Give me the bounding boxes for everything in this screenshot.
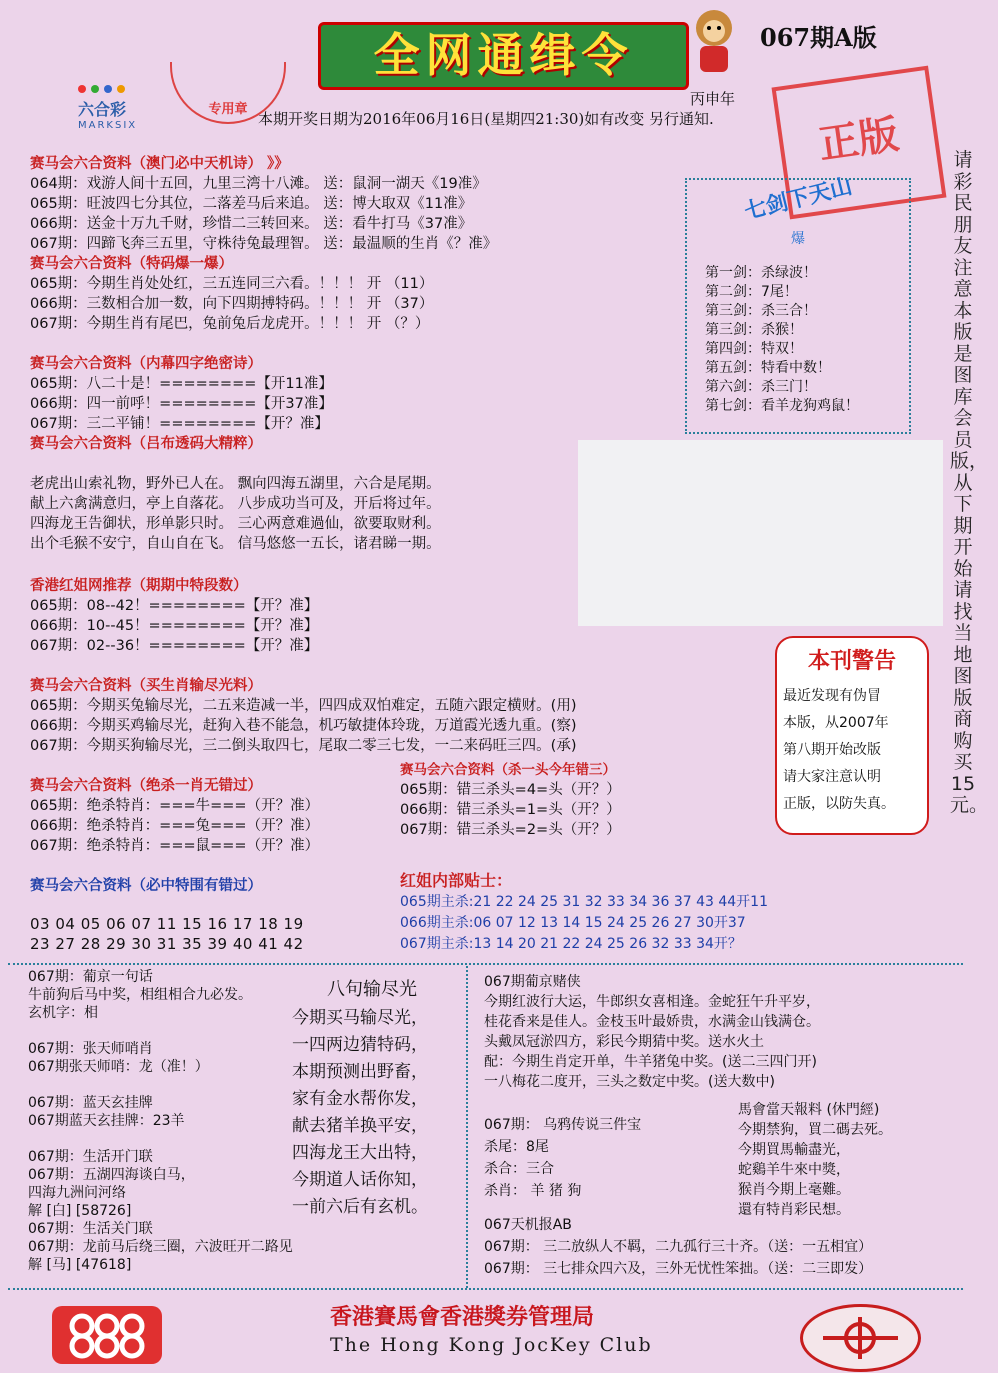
section-title: 七剑下天山 — [742, 174, 855, 225]
section-title: 067天机报AB — [484, 1217, 572, 1233]
list-item: 067期：生活开门联 — [28, 1149, 153, 1165]
list-item: 第六剑：杀三门！ — [705, 379, 817, 395]
list-item: 馬會當天報料 (休門經) — [738, 1102, 880, 1118]
warning-title: 本刊警告 — [807, 649, 896, 674]
kill-head-section — [400, 760, 700, 840]
list-item: 猴肖今期上毫難。 — [738, 1182, 850, 1198]
list-item: 067期：蓝天玄挂牌 — [28, 1095, 153, 1111]
list-item: 066期：送金十万九千财，珍惜二三转回来。 送：看牛打马《37准》 — [30, 216, 473, 232]
list-item: 杀合：三合 — [484, 1161, 554, 1177]
list-item: 067期张天师哨：龙（准！） — [28, 1059, 209, 1075]
warning-line: 正版，以防失真。 — [783, 796, 895, 812]
list-item: 066期：四一前呼！========【开37准】 — [30, 396, 333, 412]
section-title: 赛马会六合资料（吕布透码大精粹） — [30, 436, 262, 452]
issue-label: 067期A版 — [760, 23, 877, 52]
list-item: 玄机字：相 — [28, 1005, 98, 1021]
list-item: 一八梅花二度开，三头之数定中奖。(送大数中) — [484, 1074, 775, 1090]
list-item: 配：今期生肖定开单，牛羊猪兔中奖。(送二三四门开) — [484, 1054, 817, 1070]
list-item: 065期：08--42！========【开？准】 — [30, 598, 319, 614]
list-item: 067期： 三七排众四六及，三外无忧性笨拙。（送：二三即发） — [484, 1261, 873, 1277]
list-item: 蛇鷄羊牛來中獎， — [738, 1162, 850, 1178]
list-item: 067期：生活关门联 — [28, 1221, 153, 1237]
vertical-notice: 请彩民朋友注意本版是图库会员版，从下期开始请找当地图版商购买15元。 — [950, 149, 989, 816]
section-title: 赛马会六合资料（内幕四字绝密诗） — [30, 356, 262, 372]
list-item: 第三剑：杀三合！ — [705, 303, 817, 319]
hkjc-seal-icon — [800, 1304, 921, 1372]
list-item: 第三剑：杀猴！ — [705, 322, 803, 338]
section-title: 香港红姐网推荐（期期中特段数） — [30, 578, 248, 594]
list-item: 四海龙王告御状，形单影只时。 三心两意难過仙，欲要取财利。 — [30, 516, 441, 532]
page-title: 全网通缉令 — [318, 22, 689, 90]
list-item: 今期买马输尽光， — [292, 1008, 428, 1028]
hk-red-section — [30, 576, 430, 656]
list-item: 067期：葡京一句话 — [28, 969, 153, 985]
list-item: 067期：绝杀特肖：===鼠===（开？准） — [30, 838, 320, 854]
list-item: 067期蓝天玄挂牌：23羊 — [28, 1113, 185, 1129]
warning-line: 最近发现有伪冒 — [783, 688, 881, 704]
blank-panel — [578, 440, 943, 626]
list-item: 解 [白] [58726] — [28, 1203, 132, 1219]
list-item: 066期：绝杀特肖：===兔===（开？准） — [30, 818, 320, 834]
list-item: 065期主杀:21 22 24 25 31 32 33 34 36 37 43 44开11 — [400, 894, 768, 910]
macau-poem-section — [30, 154, 630, 334]
list-item: 066期主杀:06 07 12 13 14 15 24 25 26 27 30开37 — [400, 915, 746, 931]
list-item: 066期：10--45！========【开？准】 — [30, 618, 319, 634]
list-item: 第一剑：杀绿波！ — [705, 265, 817, 281]
horse-club-section — [738, 1100, 953, 1220]
list-item: 献去猪羊换平安， — [292, 1116, 428, 1136]
warning-line: 请大家注意认明 — [783, 769, 881, 785]
eight-lines-poem — [292, 975, 452, 1221]
burst-label: 爆 — [791, 231, 805, 247]
warning-line: 本版，从2007年 — [783, 715, 889, 731]
list-item: 一四两边猜特码， — [292, 1035, 428, 1055]
section-title: 赛马会六合资料（特码爆一爆） — [30, 256, 233, 272]
list-item: 067期： 三二放纵人不羁，二九孤行三十齐。（送：一五相宜） — [484, 1239, 873, 1255]
list-item: 头戴凤冠淤四方，彩民今期猜中奖。送水火土 — [484, 1034, 764, 1050]
divider — [466, 966, 468, 1288]
seven-swords-box — [685, 174, 911, 434]
warning-line: 第八期开始改版 — [783, 742, 881, 758]
divider — [8, 963, 963, 965]
list-item: 杀尾：8尾 — [484, 1139, 549, 1155]
number-row: 03 04 05 06 07 11 15 16 17 18 19 — [30, 915, 304, 933]
list-item: 第四剑：特双！ — [705, 341, 803, 357]
list-item: 067期：今期买狗输尽光，三二倒头取四七，尾取二零三七发，一二来码旺三四。(承) — [30, 738, 577, 754]
buy-zodiac-section — [30, 676, 770, 756]
section-title: 赛马会六合资料（买生肖输尽光料） — [30, 678, 262, 694]
marksix-logo: 六合彩 MARKSIX — [78, 78, 188, 126]
list-item: 067期：张天师哨肖 — [28, 1041, 153, 1057]
list-item: 065期：今期买兔输尽光，二五来造减一半，四四成双怕难定，五随六跟定横财。(用) — [30, 698, 577, 714]
list-item: 067期：今期生肖有尾巴，兔前兔后龙虎开。！！！ 开 （？） — [30, 316, 430, 332]
special-seal: 专用章 — [170, 62, 286, 124]
divider — [8, 1288, 963, 1290]
list-item: 家有金水帮你发， — [292, 1089, 428, 1109]
hkjc-left-logo-icon — [52, 1306, 162, 1364]
list-item: 今期禁狗，買二碼去死。 — [738, 1122, 892, 1138]
list-item: 066期：今期买鸡输尽光，赶狗入巷不能急，机巧敏捷体玲珑，万道霞光透九重。(察) — [30, 718, 577, 734]
year-label: 丙申年 — [690, 90, 736, 108]
authentic-stamp: 正版 — [772, 66, 947, 220]
section-title: 赛马会六合资料（必中特围有错过） — [30, 878, 262, 894]
list-item: 066期：错三杀头=1=头（开？） — [400, 802, 621, 818]
list-item: 065期：旺波四七分其位，二落差马后来追。 送：博大取双《11准》 — [30, 196, 473, 212]
section-title: 赛马会六合资料（澳门必中天机诗） 》》 — [30, 156, 289, 172]
list-item: 今期红波行大运，牛郎织女喜相逢。金蛇狂午升平岁， — [484, 994, 820, 1010]
list-item: 067期：五湖四海谈白马， — [28, 1167, 195, 1183]
section-title: 红姐内部贴士： — [400, 871, 513, 890]
list-item: 今期道人话你知， — [292, 1170, 428, 1190]
list-item: 067期： 乌鸦传说三件宝 — [484, 1117, 642, 1133]
grand-lisboa-section — [484, 972, 954, 1092]
footer-org-name: 香港賽馬會香港獎券管理局 — [330, 1305, 595, 1330]
four-char-section — [30, 354, 630, 454]
list-item: 出个毛猴不安宁，自山自在飞。 信马悠悠一五长，诸君睇一期。 — [30, 536, 441, 552]
draw-notice: 本期开奖日期为2016年06月16日(星期四21:30)如有改变 另行通知. — [258, 110, 714, 128]
list-item: 四海龙王大出特， — [292, 1143, 428, 1163]
kill-one-section — [30, 776, 390, 856]
list-item: 067期：错三杀头=2=头（开？） — [400, 822, 621, 838]
list-item: 牛前狗后马中奖，相组相合九必发。 — [28, 987, 252, 1003]
list-item: 一前六后有玄机。 — [292, 1197, 428, 1217]
list-item: 桂花香来是佳人。金枝玉叶最娇贵，水满金山钱满仓。 — [484, 1014, 820, 1030]
monkey-mascot-icon — [686, 6, 742, 76]
warning-box — [775, 636, 929, 835]
sister-tips-section — [400, 870, 860, 955]
list-item: 第七剑：看羊龙狗鸡鼠！ — [705, 398, 859, 414]
crow-section — [484, 1114, 714, 1202]
list-item: 064期：戏游人间十五回，九里三湾十八滩。 送：鼠洞一湖天《19准》 — [30, 176, 487, 192]
list-item: 第五剑：特看中数！ — [705, 360, 831, 376]
list-item: 献上六禽满意归，亭上自落花。 八步成功当可及，开后将过年。 — [30, 496, 441, 512]
list-item: 老虎出山索礼物，野外已人在。 飘向四海五湖里，六合是尾期。 — [30, 476, 441, 492]
list-item: 第二剑：7尾！ — [705, 284, 798, 300]
list-item: 065期：八二十是！========【开11准】 — [30, 376, 333, 392]
list-item: 四海九洲问河络 — [28, 1185, 126, 1201]
list-item: 067期主杀:13 14 20 21 22 24 25 26 32 33 34开？ — [400, 936, 742, 952]
section-title: 赛马会六合资料（杀一头今年错三） — [400, 762, 616, 778]
list-item: 067期：四蹄飞奔三五里，守株待兔最理智。 送：最温顺的生肖《？准》 — [30, 236, 498, 252]
list-item: 066期：三数相合加一数，向下四期搏特码。！！！ 开 （37） — [30, 296, 434, 312]
section-title: 八句输尽光 — [327, 979, 417, 1000]
list-item: 065期：错三杀头=4=头（开？） — [400, 782, 621, 798]
list-item: 杀肖： 羊 猪 狗 — [484, 1183, 582, 1199]
tianji-section — [484, 1214, 954, 1280]
footer-org-english: The Hong Kong JocKey Club — [330, 1334, 653, 1356]
list-item: 067期：02--36！========【开？准】 — [30, 638, 319, 654]
must-range-section — [30, 876, 390, 954]
list-item: 還有特肖彩民想。 — [738, 1202, 850, 1218]
list-item: 解 [马] [47618] — [28, 1257, 132, 1273]
section-title: 赛马会六合资料（绝杀一肖无错过） — [30, 778, 262, 794]
list-item: 今期買馬輸盡光， — [738, 1142, 850, 1158]
list-item: 067期：龙前马后绕三圈，六波旺开二路见 — [28, 1239, 293, 1255]
list-item: 本期预测出野畜， — [292, 1062, 428, 1082]
section-title: 067期葡京赌侠 — [484, 974, 581, 990]
list-item: 067期：三二平铺！========【开？准】 — [30, 416, 329, 432]
list-item: 065期：绝杀特肖：===牛===（开？准） — [30, 798, 320, 814]
number-row: 23 27 28 29 30 31 35 39 40 41 42 — [30, 935, 304, 953]
list-item: 065期：今期生肖处处红，三五连同三六看。！！！ 开 （11） — [30, 276, 434, 292]
lubu-poem — [30, 474, 590, 554]
